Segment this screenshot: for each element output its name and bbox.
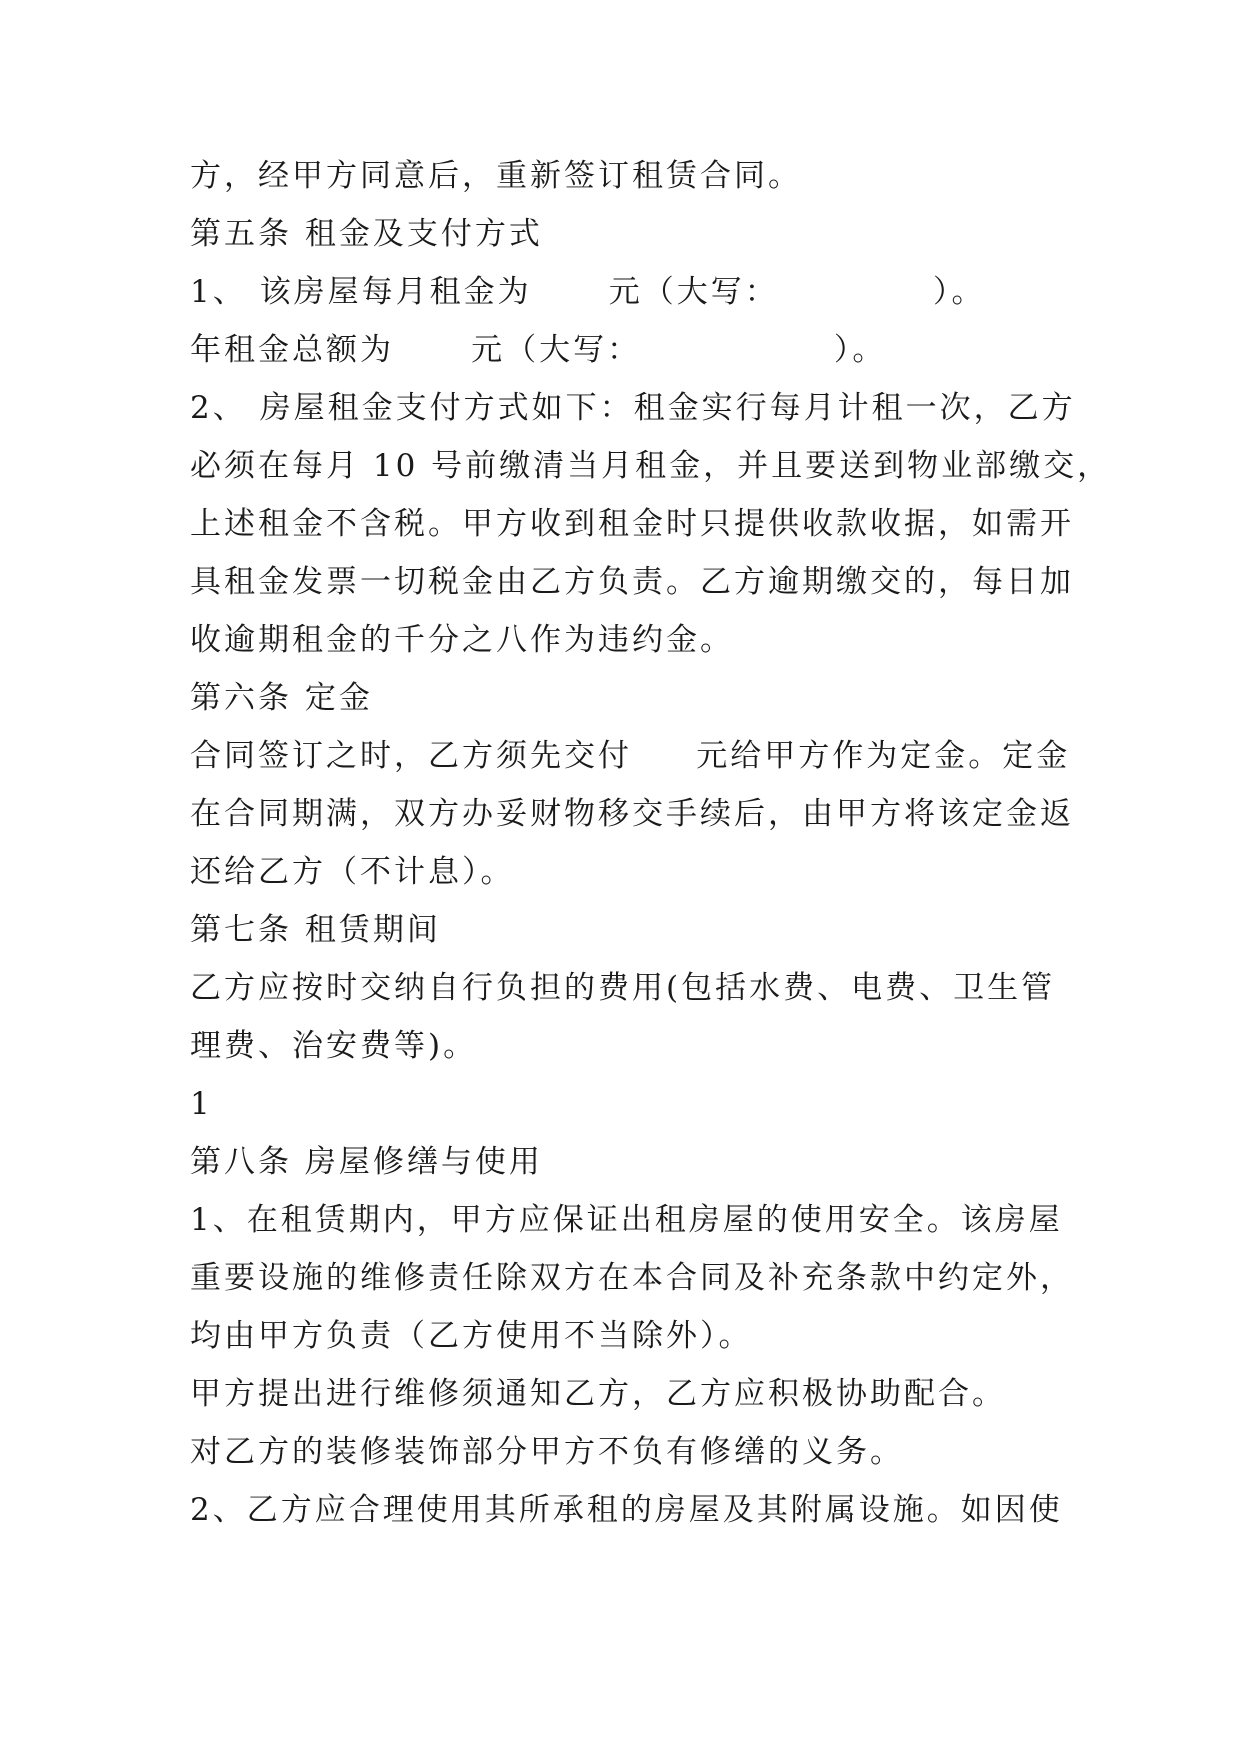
text-line: 对乙方的装修装饰部分甲方不负有修缮的义务。 [190,1434,904,1470]
text-line: 在合同期满，双方办妥财物移交手续后，由甲方将该定金返 [190,796,1074,832]
text-line: 还给乙方（不计息）。 [190,854,515,890]
text-line: 必须在每月 10 号前缴清当月租金，并且要送到物业部缴交， [190,448,1112,484]
text-line: 1、在租赁期内，甲方应保证出租房屋的使用安全。该房屋 [190,1202,1063,1238]
text-line: 理费、治安费等)。 [190,1028,478,1064]
text-line: 具租金发票一切税金由乙方负责。乙方逾期缴交的，每日加 [190,564,1074,600]
text-line: 均由甲方负责（乙方使用不当除外）。 [190,1318,753,1354]
text-line: 甲方提出进行维修须通知乙方，乙方应积极协助配合。 [190,1376,1006,1412]
section-heading: 第七条 租赁期间 [190,912,441,948]
text-line: 重要设施的维修责任除双方在本合同及补充条款中约定外， [190,1260,1074,1296]
text-line: 2、乙方应合理使用其所承租的房屋及其附属设施。如因使 [190,1492,1063,1528]
text-line: 合同签订之时，乙方须先交付 元给甲方作为定金。定金 [190,738,1071,774]
text-line: 上述租金不含税。甲方收到租金时只提供收款收据，如需开 [190,506,1074,542]
section-heading: 第八条 房屋修缮与使用 [190,1144,543,1180]
section-heading: 第五条 租金及支付方式 [190,216,543,252]
text-line: 乙方应按时交纳自行负担的费用(包括水费、电费、卫生管 [190,970,1056,1006]
text-line: 年租金总额为 元（大写： ）。 [190,332,887,368]
text-line: 收逾期租金的千分之八作为违约金。 [190,622,734,658]
text-line: 2、 房屋租金支付方式如下：租金实行每月计租一次，乙方 [190,390,1076,426]
text-line: 1、 该房屋每月租金为 元（大写： ）。 [190,274,986,310]
section-heading: 第六条 定金 [190,680,373,716]
text-line: 方，经甲方同意后，重新签订租赁合同。 [190,158,802,194]
page-number: 1 [190,1086,213,1122]
